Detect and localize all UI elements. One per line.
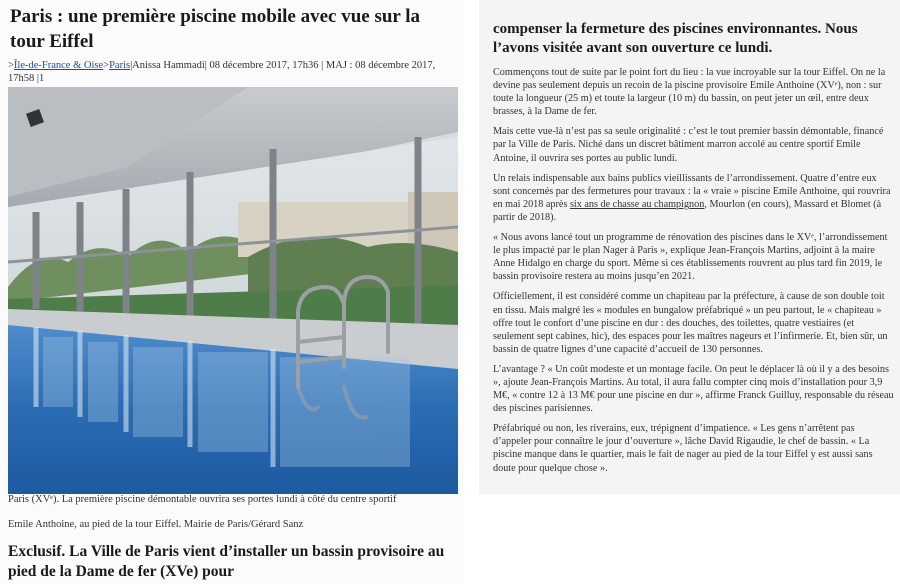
article-right-column	[479, 0, 900, 494]
champignon-link[interactable]: six ans de chasse au champignon	[569, 198, 705, 210]
article-lead-continued: compenser la fermeture des piscines environnantes. Nous l’avons visitée avant son ouverture ce lundi.	[493, 21, 858, 56]
paragraph: Commençons tout de suite par le point fort du lieu : la vue incroyable sur la tour Eiffel. On ne la devine pas seulement depuis un recoin de la piscine provisoire Emile Anthoine (XVᵉ), non : sur toute la longueur (25 m) et toute la largeur (10 m) du bassin, on peut jeter un œil, entre deux brasses, à la Dame de fer.	[493, 67, 886, 118]
byline-author-date: |Anissa Hammadi| 08 décembre 2017, 17h36 | MAJ : 08 décembre 2017, 17h58 |1	[8, 60, 436, 84]
paragraph-with-link	[493, 172, 895, 224]
article-title: Paris : une première piscine mobile avec vue sur la tour Eiffel	[10, 6, 421, 52]
photo-caption: Paris (XVᵉ). La première piscine démontable ouvrira ses portes lundi à côté du centre sportif	[8, 494, 397, 505]
breadcrumb-city-link[interactable]: Paris	[109, 60, 131, 71]
article-lead: Exclusif. La Ville de Paris vient d’installer un bassin provisoire au pied de la Dame de fer (XVe) pour	[8, 543, 445, 580]
breadcrumb-separator: >	[103, 60, 110, 71]
paragraph-text: Un relais indispensable aux bains publics vieillissants de l’arrondissement. Quatre d’entre eux sont concernés par des fermetures pour travaux : la « vraie » piscine Emile Anthoine, qui rouvrira en mai 2018 après	[493, 172, 891, 210]
article-body	[493, 66, 895, 482]
byline	[8, 59, 458, 85]
paragraph: L’avantage ? « Un coût modeste et un montage facile. On peut le déplacer là où il y a des besoins », ajoute Jean-François Martins. Au total, il aura fallu compter cinq mois d’installation pour 3,9 M€, « contre 12 à 13 M€ pour une piscine en dur », affirme Franck Guilluy, responsable du réseau des piscines parisiennes.	[493, 363, 894, 415]
article-photo	[8, 87, 458, 494]
paragraph: Mais cette vue-là n’est pas sa seule originalité : c’est le tout premier bassin démontable, financé par la Ville de Paris. Niché dans un discret bâtiment marron accolé au centre sportif Emile Antoine, il ouvrira ses portes au public lundi.	[493, 126, 884, 164]
paragraph: Officiellement, il est considéré comme un chapiteau par la préfecture, à cause de son double toit en tissu. Mais malgré les « modules en bungalow préfabriqué » un peu partout, le « chapiteau » offre tout le confort d’une piscine en dur : des douches, des toilettes, quatre vestiaires (et seulement sept cabines, hic), des espaces pour les maîtres nageurs et l’infirmerie. Et, bien sûr, un bassin de quatre lignes d’une capacité d’accueil de 130 personnes.	[493, 291, 888, 355]
pool-photo-illustration	[8, 87, 458, 494]
breadcrumb-region-link[interactable]: Île-de-France & Oise	[13, 60, 104, 71]
paragraph: « Nous avons lancé tout un programme de rénovation des piscines dans le XVᵉ, l’arrondissement le plus impacté par le plan Nager à Paris », explique Jean-François Martins, adjoint à la maire Anne Hidalgo en charge du sport. Même si ces établissements rouvrent au plus tard fin 2019, le bassin provisoire restera au moins jusqu’en 2021.	[493, 232, 888, 283]
breadcrumb-separator: >	[8, 60, 14, 71]
paragraph-text: , Mourlon (en cours), Massard et Blomet (à partir de 2018).	[493, 198, 882, 223]
paragraph: Préfabriqué ou non, les riverains, eux, trépignent d’impatience. « Les gens n’arrêtent pas d’appeler pour connaître le jour d’ouverture », lâche David Rigaudie, le chef de bassin. « La piscine manque dans le quartier, mais le fait de nager au pied de la tour Eiffel y est aussi sans doute pour quelque chose ».	[493, 423, 873, 474]
photo-credit: Emile Anthoine, au pied de la tour Eiffel. Mairie de Paris/Gérard Sanz	[8, 519, 304, 530]
